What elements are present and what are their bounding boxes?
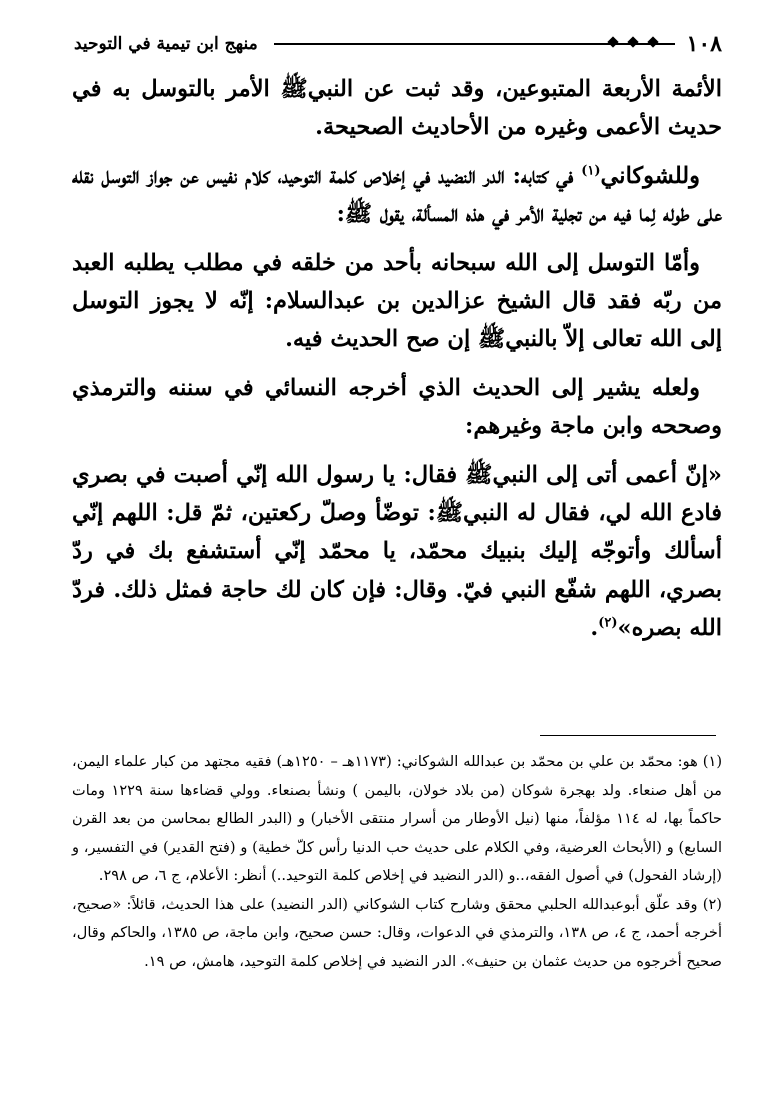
footnote-1: (١) هو: محمّد بن علي بن محمّد بن عبدالله الشوكاني: (١١٧٣هـ – ١٢٥٠هـ) فقيه مجتهد من كبار علماء اليمن، من أهل صنعاء. ولد بهجرة شوكان (من بلاد خولان، باليمن ) ونشأ بصنعاء. وولي قضاءها سنة ١٢٢٩ ومات حاكماً بها، له ١١٤ مؤلفاً، منها (نيل الأوطار من أسرار منتقى الأخبار) و (البدر الطالع بمحاسن من بعد القرن السابع) و (الأبحاث العرضية، وفي الكلام على حديث حب الدنيا رأس كلّ خطية) و (فتح القدير) في التفسير، و (إرشاد الفحول) في أصول الفقه،..و (الدر النضيد في إخلاص كلمة التوحيد..) أنظر: الأعلام، ج ٦، ص ٢٩٨. xyxy=(72,753,723,884)
footnote-2: (٢) وقد علّق أبوعبدالله الحلبي محقق وشارح كتاب الشوكاني (الدر النضيد) على هذا الحديث، قائلاً: «صحيح، أخرجه أحمد، ج ٤، ص ١٣٨، والترمذي في الدعوات، وقال: حسن صحيح، وابن ماجة، ص ١٣٨٥، والحاكم وقال، صحيح أخرجوه من حديث عثمان بن حنيف». الدر النضيد في إخلاص كلمة التوحيد، هامش، ص ١٩. xyxy=(72,895,723,970)
book-title: منهج ابن تيمية في التوحيد xyxy=(74,34,258,54)
footnote-ref-1: (١) xyxy=(581,163,601,179)
page-number: ١٠٨ xyxy=(686,31,722,57)
footnote-ref-2: (٢) xyxy=(598,615,618,631)
diamond-ornament-icon xyxy=(647,36,658,47)
running-header xyxy=(74,26,722,62)
diamond-ornament-icon xyxy=(627,36,638,47)
paragraph-3: وأمّا التوسل إلى الله سبحانه بأحد من خلقه في مطلب يطلبه العبد من ربّه فقد قال الشيخ عزالدين بن عبدالسلام: إنّه لا يجوز التوسل إلى الله تعالى إلاّ بالنبيﷺ إن صح الحديث فيه. xyxy=(72,249,722,353)
hadith-quote: «إنّ أعمى أتى إلى النبيﷺ فقال: يا رسول الله إنّي أصبت في بصري فادع الله لي، فقال له النبيﷺ: توضّأ وصلّ ركعتين، ثمّ قل: اللهم إنّي أسألك وأتوجّه إليك بنبيك محمّد، يا محمّد إنّي أستشفع بك في ردّ بصري، اللهم شفّع النبي فيّ. وقال: فإن كان لك حاجة فمثل ذلك. فردّ الله بصره» xyxy=(72,461,722,642)
paragraph-2 xyxy=(72,157,722,234)
diamond-ornament-icon xyxy=(607,36,618,47)
paragraph-4: ولعله يشير إلى الحديث الذي أخرجه النسائي في سننه والترمذي وصححه وابن ماجة وغيرهم: xyxy=(72,374,722,440)
main-text xyxy=(72,70,722,658)
paragraph-2-rest: في كتابه: الدر النضيد في إخلاص كلمة التوحيد، كلام نفيس عن جواز التوسل نقله على طوله لِما فيه من تجلية الأمر في هذه المسألة، يقول ﷺ: xyxy=(72,162,722,228)
paragraph-5-quote xyxy=(72,456,722,648)
header-rule xyxy=(274,43,675,45)
footnote-separator xyxy=(540,735,716,736)
paragraph-1: الأئمة الأربعة المتبوعين، وقد ثبت عن النبيﷺ الأمر بالتوسل به في حديث الأعمى وغيره من الأحاديث الصحيحة. xyxy=(72,76,722,141)
quote-end: . xyxy=(590,615,599,642)
paragraph-2-start: وللشوكاني xyxy=(600,162,700,189)
footnotes xyxy=(72,748,722,976)
